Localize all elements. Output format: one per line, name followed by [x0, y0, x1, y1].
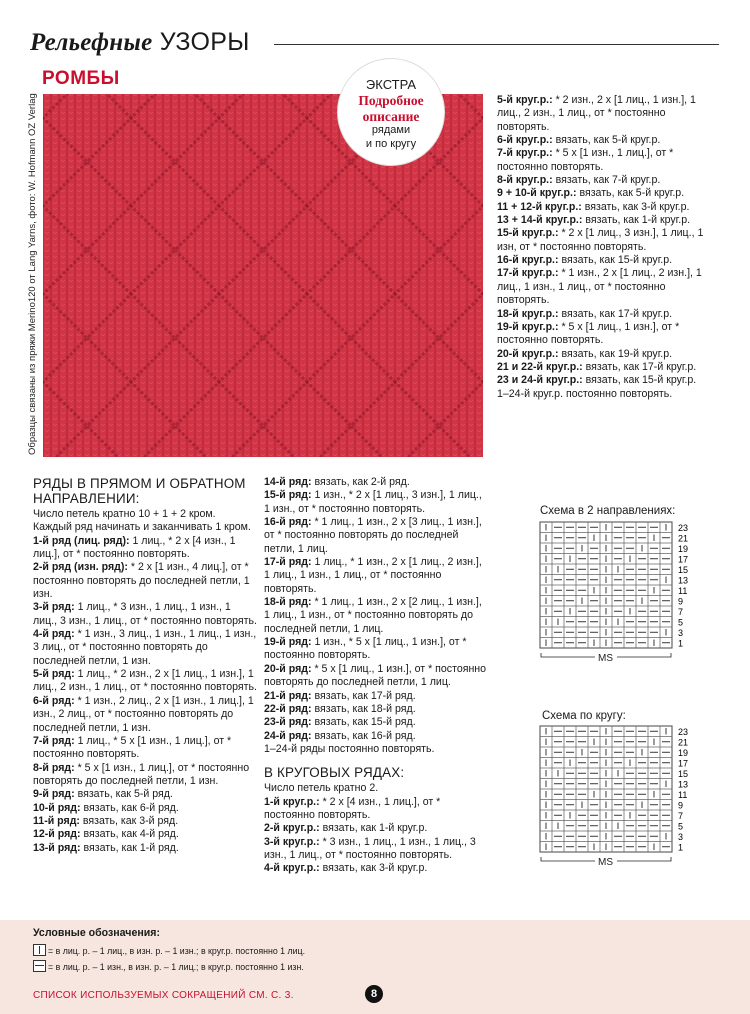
instruction-paragraph: [264, 716, 489, 729]
row-label: 17-й круг.р.:: [497, 267, 559, 280]
chart-row-number: 21: [678, 533, 689, 544]
instruction-paragraph: [33, 788, 257, 801]
title-styled: Рельефные: [30, 29, 153, 56]
instruction-paragraph: [264, 703, 489, 716]
row-text: вязать, как 15-й круг.р.: [582, 374, 697, 387]
instructions-column-right: [497, 94, 719, 401]
row-text: * 5 х [1 лиц., 1 изн.], от * постоянно повторять до последней петли, 1 лиц.: [264, 662, 487, 689]
instruction-paragraph: [264, 862, 489, 875]
chart-row-number: 3: [678, 628, 684, 638]
instruction-paragraph: [497, 187, 719, 200]
row-text: вязать, как 17-й ряд.: [311, 689, 416, 702]
instruction-paragraph: [497, 227, 719, 254]
instruction-paragraph: [497, 361, 719, 374]
row-label: 8-й круг.р.:: [497, 174, 553, 187]
title-rule: [274, 44, 719, 45]
row-text: 1 лиц., * 5 х [1 изн., 1 лиц.], от * постоянно повторять.: [33, 734, 232, 761]
instruction-paragraph: [33, 561, 257, 601]
instruction-paragraph: [497, 254, 719, 267]
chart-row-number: 19: [678, 544, 689, 554]
instruction-paragraph: [33, 828, 257, 841]
chart-row-number: 19: [678, 748, 689, 758]
instruction-paragraph: [33, 508, 257, 535]
row-label: 16-й ряд:: [264, 516, 312, 529]
instruction-paragraph: [33, 695, 257, 735]
row-label: 1-й круг.р.:: [264, 795, 320, 808]
chart-row-number: 5: [678, 821, 684, 832]
row-text: * 1 изн., 3 лиц., 1 изн., 1 лиц., 1 изн., 3 лиц., от * постоянно повторять до последней петли, 1 изн.: [33, 628, 257, 667]
row-label: 5-й ряд:: [33, 668, 75, 681]
row-text: * 1 лиц., 1 изн., 2 х [3 лиц., 1 изн.], от * постоянно повторять до последней петли, 1 лиц.: [264, 516, 482, 555]
instruction-paragraph: [264, 796, 489, 823]
instruction-paragraph: [264, 663, 489, 690]
row-text: * 5 х [1 изн., 1 лиц.], от * постоянно повторять до последней петли, 1 изн.: [33, 761, 250, 787]
row-label: 2-й круг.р.:: [264, 822, 320, 835]
row-text: * 1 изн., 2 х [1 лиц., 2 изн.], 1 лиц., 1 изн., 1 лиц., от * постоянно повторять.: [497, 267, 702, 307]
chart-row-number: 1: [678, 638, 684, 649]
section-heading-rows: РЯДЫ В ПРЯМОМ И ОБРАТНОМ НАПРАВЛЕНИИ:: [33, 476, 246, 506]
knit-stitch-symbol-icon: [33, 944, 46, 956]
chart-row-number: 13: [678, 779, 689, 790]
row-text: 1 изн., * 5 х [1 лиц., 1 изн.], от * постоянно повторять.: [264, 636, 467, 662]
instruction-paragraph: [264, 743, 489, 756]
row-label: 18-й ряд:: [264, 596, 312, 609]
instruction-paragraph: [33, 762, 257, 789]
row-text: вязать, как 1-й круг.р.: [582, 214, 691, 227]
instruction-paragraph: [497, 308, 719, 321]
row-label: 16-й круг.р.:: [497, 254, 559, 267]
legend-title: Условные обозначения:: [33, 927, 160, 939]
instruction-paragraph: [264, 489, 489, 516]
row-text: 1 лиц., * 3 изн., 1 лиц., 1 изн., 1 лиц., 3 изн., 1 лиц., от * постоянно повторять.: [33, 601, 257, 627]
row-label: 17-й ряд:: [264, 556, 312, 569]
row-label: 9 + 10-й круг.р.:: [497, 187, 577, 200]
extra-badge: [337, 58, 445, 166]
row-text: вязать, как 2-й ряд.: [311, 476, 410, 488]
instruction-paragraph: [33, 628, 257, 668]
row-text: вязать, как 3-й круг.р.: [581, 200, 690, 213]
row-label: 2-й ряд (изн. ряд):: [33, 561, 128, 574]
instruction-paragraph: [497, 174, 719, 187]
instruction-paragraph: [33, 842, 257, 855]
instruction-paragraph: [264, 516, 489, 556]
ms-label: MS: [598, 653, 613, 664]
chart2-title: Схема по кругу:: [542, 710, 626, 722]
row-label: 11-й ряд:: [33, 814, 80, 827]
instruction-paragraph: [497, 374, 719, 387]
row-label: 15-й ряд:: [264, 489, 312, 502]
instruction-paragraph: [264, 476, 489, 489]
footer-abbreviations-note: СПИСОК ИСПОЛЬЗУЕМЫХ СОКРАЩЕНИЙ СМ. С. 3.: [33, 990, 294, 1001]
row-text: * 2 изн., 2 х [1 лиц., 1 изн.], 1 лиц., 2 изн., 1 лиц., от * постоянно повторять.: [497, 94, 696, 133]
chart-row-number: 9: [678, 596, 684, 607]
instruction-paragraph: [264, 690, 489, 703]
legend-row-purl: = в лиц. р. – 1 изн., в изн. р. – 1 лиц.; в круг.р. постоянно 1 изн.: [33, 960, 304, 972]
row-label: 4-й ряд:: [33, 628, 75, 641]
row-label: 4-й круг.р.:: [264, 862, 320, 875]
instruction-paragraph: [33, 601, 257, 628]
instructions-column-left: [33, 476, 257, 855]
row-label: 24-й ряд:: [264, 729, 312, 742]
row-text: 1–24-й ряды постоянно повторять.: [264, 742, 435, 755]
instruction-paragraph: [497, 348, 719, 361]
row-label: 14-й ряд:: [264, 476, 312, 488]
instruction-paragraph: [497, 388, 719, 401]
row-text: 1 изн., * 2 х [1 лиц., 3 изн.], 1 лиц., 1 изн., от * постоянно повторять.: [264, 489, 482, 515]
chart-row-number: 7: [678, 607, 684, 617]
row-label: 3-й ряд:: [33, 601, 75, 614]
instruction-paragraph: [264, 596, 489, 636]
row-text: вязать, как 17-й круг.р.: [558, 307, 673, 320]
row-text: вязать, как 15-й круг.р.: [558, 254, 673, 267]
row-label: 6-й круг.р.:: [497, 134, 553, 147]
chart-row-number: 9: [678, 800, 684, 811]
row-label: 6-й ряд:: [33, 694, 75, 707]
badge-line5: и по кругу: [365, 138, 417, 151]
page-number: 8: [365, 985, 383, 1003]
row-text: 1 лиц., * 2 изн., 2 х [1 лиц., 1 изн.], 1 лиц., 2 изн., 1 лиц., от * постоянно повторять.: [33, 668, 257, 694]
instruction-paragraph: [264, 730, 489, 743]
instruction-paragraph: [33, 668, 257, 695]
badge-line4: рядами: [371, 124, 411, 137]
row-label: 20-й круг.р.:: [497, 347, 559, 360]
instruction-paragraph: [264, 836, 489, 863]
chart-row-number: 3: [678, 832, 684, 842]
row-text: вязать, как 19-й круг.р.: [558, 347, 673, 360]
row-label: 12-й ряд:: [33, 828, 81, 841]
row-label: 19-й круг.р.:: [497, 320, 559, 333]
chart-row-number: 5: [678, 617, 684, 628]
row-label: 10-й ряд:: [33, 801, 81, 814]
row-text: вязать, как 16-й ряд.: [311, 729, 416, 742]
row-label: 13-й ряд:: [33, 841, 81, 854]
instruction-paragraph: [33, 535, 257, 562]
chart-row-number: 11: [678, 586, 688, 596]
row-text: вязать, как 3-й круг.р.: [319, 862, 428, 875]
instruction-paragraph: [497, 214, 719, 227]
row-label: 21-й ряд:: [264, 689, 312, 702]
row-text: * 2 х [1 лиц., 3 изн.], 1 лиц., 1 изн, от * постоянно повторять.: [497, 227, 704, 253]
chart2-grid: [538, 724, 698, 874]
row-label: 5-й круг.р.:: [497, 94, 553, 106]
row-label: 7-й круг.р.:: [497, 147, 553, 160]
chart-row-number: 11: [678, 790, 688, 800]
instruction-paragraph: [497, 201, 719, 214]
row-text: вязать, как 17-й круг.р.: [582, 360, 697, 373]
photo-credit: Образцы связаны из пряжи Merino120 от Lang Yarns, фото: W. Hofmann OZ Verlag: [27, 93, 38, 455]
section-heading-rounds: В КРУГОВЫХ РЯДАХ:: [264, 765, 405, 781]
chart-row-number: 15: [678, 565, 689, 575]
instructions-column-middle: [264, 476, 489, 876]
instruction-paragraph: [264, 822, 489, 835]
row-text: * 1 изн., 2 лиц., 2 х [1 изн., 1 лиц.], 1 изн., 2 лиц., от * постоянно повторять до последней петли, 1 изн.: [33, 694, 254, 734]
title-plain: УЗОРЫ: [159, 28, 250, 56]
chart-row-number: 13: [678, 575, 689, 586]
row-text: вязать, как 5-й круг.р.: [576, 187, 685, 200]
row-text: вязать, как 7-й круг.р.: [552, 174, 661, 187]
row-text: 1 лиц., * 2 х [4 изн., 1 лиц.], от * постоянно повторять.: [33, 534, 236, 561]
instruction-paragraph: [497, 134, 719, 147]
legend-row-knit: = в лиц. р. – 1 лиц., в изн. р. – 1 изн.; в круг.р. постоянно 1 лиц.: [33, 944, 305, 956]
chart-row-number: 17: [678, 554, 689, 565]
chart1-grid: [538, 520, 698, 670]
ms-label: MS: [598, 857, 613, 868]
badge-line2: Подробное: [358, 93, 424, 109]
row-text: вязать, как 5-й ряд.: [74, 788, 173, 801]
row-text: вязать, как 1-й ряд.: [80, 841, 179, 854]
row-label: 11 + 12-й круг.р.:: [497, 200, 582, 213]
row-label: 18-й круг.р.:: [497, 307, 559, 320]
row-text: вязать, как 15-й ряд.: [311, 716, 416, 729]
row-label: 21 и 22-й круг.р.:: [497, 360, 583, 373]
chart-row-number: 17: [678, 758, 689, 769]
chart-row-number: 1: [678, 842, 684, 853]
instruction-paragraph: [497, 147, 719, 174]
instruction-paragraph: [33, 815, 257, 828]
row-text: * 3 изн., 1 лиц., 1 изн., 1 лиц., 3 изн., 1 лиц., от * постоянно повторять.: [264, 835, 476, 861]
row-text: * 5 х [1 изн., 1 лиц.], от * постоянно повторять.: [497, 147, 674, 173]
row-label: 15-й круг.р.:: [497, 227, 559, 240]
row-label: 20-й ряд:: [264, 662, 312, 675]
purl-stitch-symbol-icon: [33, 960, 46, 972]
row-label: 13 + 14-й круг.р.:: [497, 214, 583, 227]
chart1-title: Схема в 2 направлениях:: [540, 505, 676, 517]
row-text: * 5 х [1 лиц., 1 изн.], от * постоянно повторять.: [497, 320, 680, 347]
row-label: 3-й круг.р.:: [264, 835, 320, 848]
instruction-paragraph: [497, 267, 719, 307]
row-label: 19-й ряд:: [264, 636, 312, 649]
chart-row-number: 23: [678, 523, 689, 533]
instruction-paragraph: [497, 94, 719, 134]
chart-row-number: 7: [678, 811, 684, 821]
chart-row-number: 21: [678, 737, 689, 748]
row-text: вязать, как 18-й ряд.: [311, 702, 416, 715]
chart-row-number: 23: [678, 727, 689, 737]
chart-row-number: 15: [678, 769, 689, 779]
row-label: 9-й ряд:: [33, 788, 75, 801]
row-text: вязать, как 5-й круг.р.: [552, 134, 661, 147]
row-label: 23-й ряд:: [264, 716, 312, 729]
section-subtitle: РОМБЫ: [42, 68, 120, 89]
instruction-paragraph: [264, 636, 489, 663]
row-label: 7-й ряд:: [33, 734, 75, 747]
instruction-paragraph: [264, 782, 489, 795]
row-text: * 1 лиц., 1 изн., 2 х [2 лиц., 1 изн.], 1 лиц., 1 изн., от * постоянно повторять до последней петли, 1 лиц.: [264, 596, 482, 635]
instruction-paragraph: [497, 321, 719, 348]
badge-line1: ЭКСТРА: [365, 77, 417, 92]
instruction-paragraph: [264, 556, 489, 596]
row-text: 1 лиц., * 1 изн., 2 х [1 лиц., 2 изн.], 1 лиц., 1 изн., 1 лиц., от * постоянно повторять.: [264, 556, 482, 595]
badge-line3: описание: [362, 108, 420, 124]
row-label: 23 и 24-й круг.р.:: [497, 374, 583, 387]
row-text: вязать, как 6-й ряд.: [80, 801, 179, 814]
row-label: 1-й ряд (лиц. ряд):: [33, 534, 130, 547]
row-text: * 2 х [4 изн., 1 лиц.], от * постоянно повторять.: [264, 795, 441, 821]
instruction-paragraph: [33, 735, 257, 762]
row-text: 1–24-й круг.р. постоянно повторять.: [497, 387, 673, 400]
row-text: Число петель кратно 2.: [264, 782, 379, 795]
row-text: Число петель кратно 10 + 1 + 2 кром. Каждый ряд начинать и заканчивать 1 кром.: [33, 508, 251, 534]
row-text: вязать, как 4-й ряд.: [80, 828, 179, 841]
row-label: 22-й ряд:: [264, 702, 312, 715]
row-text: вязать, как 1-й круг.р.: [319, 822, 428, 835]
instruction-paragraph: [33, 802, 257, 815]
row-label: 8-й ряд:: [33, 761, 75, 774]
row-text: * 2 х [1 изн., 4 лиц.], от * постоянно повторять до последней петли, 1 изн.: [33, 561, 250, 601]
row-text: вязать, как 3-й ряд.: [79, 814, 179, 827]
page-title: [30, 28, 250, 57]
